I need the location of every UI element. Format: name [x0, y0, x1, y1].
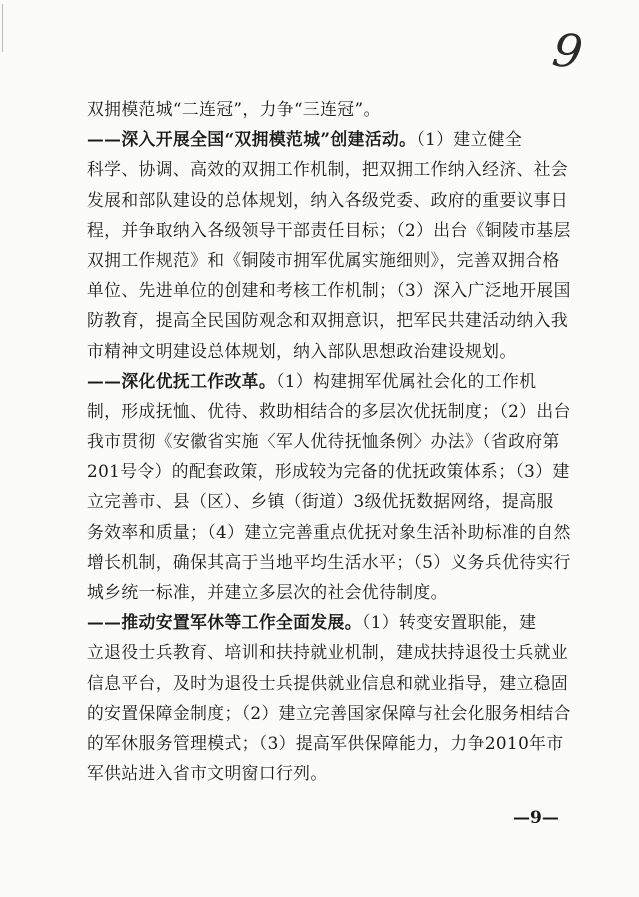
line-text: 立退役士兵教育、培训和扶持就业机制，建成扶持退役士兵就业: [87, 642, 569, 663]
text-line: [87, 94, 582, 124]
text-line: [87, 637, 582, 667]
text-line: [87, 154, 582, 184]
text-line: [87, 305, 582, 335]
text-line: [87, 547, 582, 577]
line-text: （1）构建拥军优属社会化的工作机: [276, 370, 537, 391]
scan-edge-mark: [2, 4, 9, 52]
section-heading: ——深入开展全国“双拥模范城”创建活动。: [87, 129, 417, 150]
text-line: [87, 245, 582, 275]
handwritten-page-number: 9: [549, 22, 586, 80]
line-text: 信息平台，及时为退役士兵提供就业信息和就业指导，建立稳固: [87, 672, 569, 693]
page-number: —9—: [513, 808, 559, 828]
line-text: 单位、先进单位的创建和考核工作机制；（3）深入广泛地开展国: [87, 280, 571, 301]
text-line: [87, 758, 582, 788]
section-heading: ——推动安置军休等工作全面发展。: [87, 612, 362, 633]
text-line: [87, 426, 582, 456]
line-text: 我市贯彻《安徽省实施〈军人优待抚恤条例〉办法》（省政府第: [87, 431, 560, 452]
line-text: 的安置保障金制度；（2）建立完善国家保障与社会化服务相结合: [87, 702, 571, 723]
text-line: [87, 215, 582, 245]
text-line: [87, 517, 582, 547]
line-text: 军供站进入省市文明窗口行列。: [87, 763, 328, 784]
text-line: [87, 456, 582, 486]
text-line: [87, 124, 582, 154]
text-line: [87, 396, 582, 426]
text-line: [87, 366, 582, 396]
text-line: [87, 577, 582, 607]
line-text: 防教育，提高全民国防观念和双拥意识，把军民共建活动纳入我: [87, 310, 569, 331]
text-line: [87, 668, 582, 698]
line-text: 城乡统一标准，并建立多层次的社会优待制度。: [87, 582, 448, 602]
text-line: [87, 728, 582, 758]
body-text: [87, 94, 582, 788]
line-text: 市精神文明建设总体规划，纳入部队思想政治建设规划。: [87, 340, 517, 361]
line-text: 双拥模范城“二连冠”，力争“三连冠”。: [87, 99, 381, 119]
text-line: [87, 698, 582, 728]
line-text: 程，并争取纳入各级领导干部责任目标；（2）出台《铜陵市基层: [87, 219, 571, 240]
line-text: 立完善市、县（区）、乡镇（街道）3级优抚数据网络，提高服: [87, 491, 554, 512]
line-text: 务效率和质量；（4）建立完善重点优抚对象生活补助标准的自然: [87, 521, 571, 542]
text-line: [87, 336, 582, 366]
line-text: 双拥工作规范》和《铜陵市拥军优属实施细则》，完善双拥合格: [87, 249, 560, 270]
text-line: [87, 607, 582, 637]
text-line: [87, 486, 582, 516]
line-text: 科学、协调、高效的双拥工作机制，把双拥工作纳入经济、社会: [87, 159, 569, 180]
line-text: 制，形成抚恤、优待、救助相结合的多层次优抚制度；（2）出台: [87, 400, 571, 421]
text-line: [87, 185, 582, 215]
line-text: 增长机制，确保其高于当地平均生活水平；（5）义务兵优待实行: [87, 551, 571, 572]
section-heading: ——深化优抚工作改革。: [87, 370, 276, 391]
line-text: 的军休服务管理模式；（3）提高军供保障能力，力争2010年市: [87, 732, 564, 753]
line-text: 发展和部队建设的总体规划，纳入各级党委、政府的重要议事日: [87, 189, 569, 210]
line-text: 201号令）的配套政策，形成较为完备的优抚政策体系；（3）建: [87, 461, 570, 482]
line-text: （1）转变安置职能，建: [361, 612, 537, 633]
text-line: [87, 275, 582, 305]
line-text: （1）建立健全: [416, 129, 523, 150]
